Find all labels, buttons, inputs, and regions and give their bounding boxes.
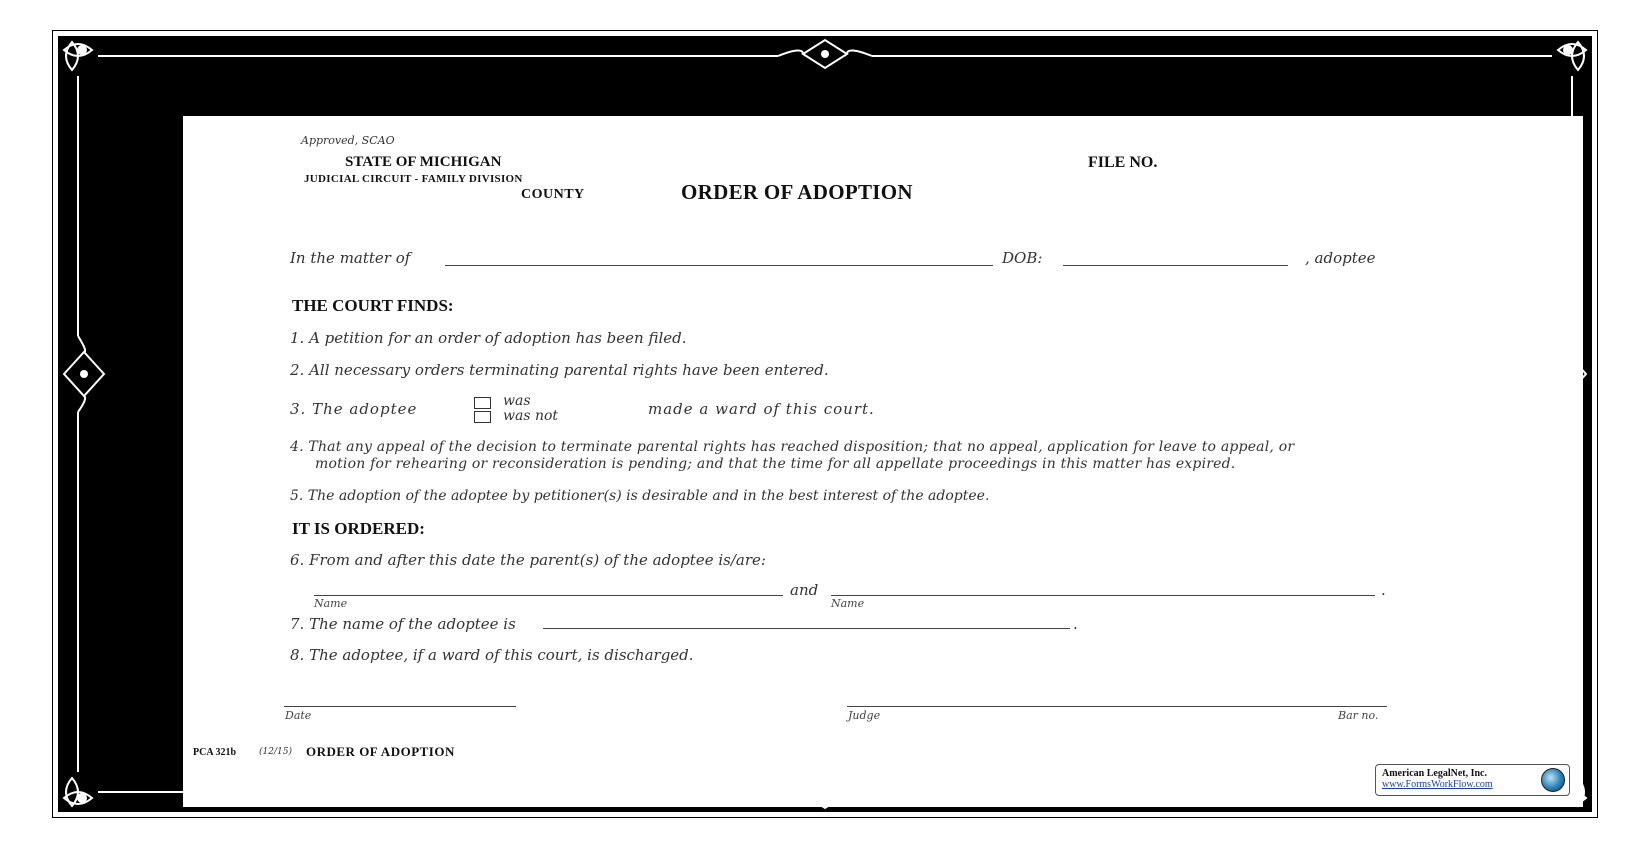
finding-4-line2: motion for rehearing or reconsideration is pending; and that the time for all appellate proceedings in this matter has expired.	[315, 456, 1236, 472]
circuit-heading: JUDICIAL CIRCUIT - FAMILY DIVISION	[304, 173, 523, 185]
court-finds-heading: THE COURT FINDS:	[292, 296, 454, 315]
form-code: PCA 321b	[193, 747, 237, 758]
dob-label: DOB:	[1002, 249, 1043, 267]
was-not-checkbox[interactable]	[474, 411, 491, 423]
vendor-url[interactable]: www.FormsWorkFlow.com	[1382, 779, 1493, 790]
matter-label: In the matter of	[290, 249, 411, 267]
form-revision: (12/15)	[259, 747, 292, 757]
finding-3-prefix: 3. The adoptee	[290, 400, 418, 418]
form-title: ORDER OF ADOPTION	[681, 180, 913, 204]
order-8: 8. The adoptee, if a ward of this court, is discharged.	[290, 646, 694, 664]
adoptee-suffix: , adoptee	[1305, 249, 1376, 267]
judge-signature-field[interactable]	[847, 706, 1387, 707]
state-heading: STATE OF MICHIGAN	[345, 154, 502, 170]
globe-icon	[1541, 768, 1565, 792]
finding-1: 1. A petition for an order of adoption has been filed.	[290, 329, 687, 347]
adoptee-name-field[interactable]	[445, 265, 993, 266]
parent-1-name-field[interactable]	[314, 595, 783, 596]
finding-5: 5. The adoption of the adoptee by petitioner(s) is desirable and in the best interest of the adoptee.	[290, 488, 990, 504]
date-field[interactable]	[284, 706, 516, 707]
parent-2-name-field[interactable]	[831, 595, 1375, 596]
was-checkbox[interactable]	[474, 397, 491, 409]
vendor-badge[interactable]	[1375, 764, 1570, 796]
was-label: was	[503, 393, 531, 409]
parent-1-name-label: Name	[314, 597, 348, 610]
judge-label: Judge	[848, 709, 881, 722]
and-label: and	[790, 581, 819, 599]
form-paper	[183, 116, 1583, 807]
vendor-name: American LegalNet, Inc.	[1382, 768, 1487, 779]
ordered-heading: IT IS ORDERED:	[292, 519, 425, 538]
footer-form-title: ORDER OF ADOPTION	[306, 744, 455, 759]
dob-field[interactable]	[1063, 265, 1288, 266]
parent-line-period: .	[1381, 581, 1386, 599]
was-not-label: was not	[503, 408, 559, 424]
new-name-field[interactable]	[543, 628, 1070, 629]
finding-4-line1: 4. That any appeal of the decision to terminate parental rights has reached disposition; that no appeal, application for leave to appeal, or	[290, 439, 1295, 455]
county-label: COUNTY	[521, 187, 585, 202]
bar-no-label: Bar no.	[1338, 709, 1379, 722]
order-6: 6. From and after this date the parent(s) of the adoptee is/are:	[290, 551, 766, 569]
order-7: 7. The name of the adoptee is	[290, 615, 516, 633]
new-name-period: .	[1073, 615, 1078, 633]
approved-note: Approved, SCAO	[301, 134, 395, 147]
date-label: Date	[285, 709, 312, 722]
parent-2-name-label: Name	[831, 597, 865, 610]
decorative-frame	[58, 36, 1592, 812]
finding-3-suffix: made a ward of this court.	[648, 400, 875, 418]
file-no-label: FILE NO.	[1088, 154, 1158, 171]
finding-2: 2. All necessary orders terminating parental rights have been entered.	[290, 361, 829, 379]
